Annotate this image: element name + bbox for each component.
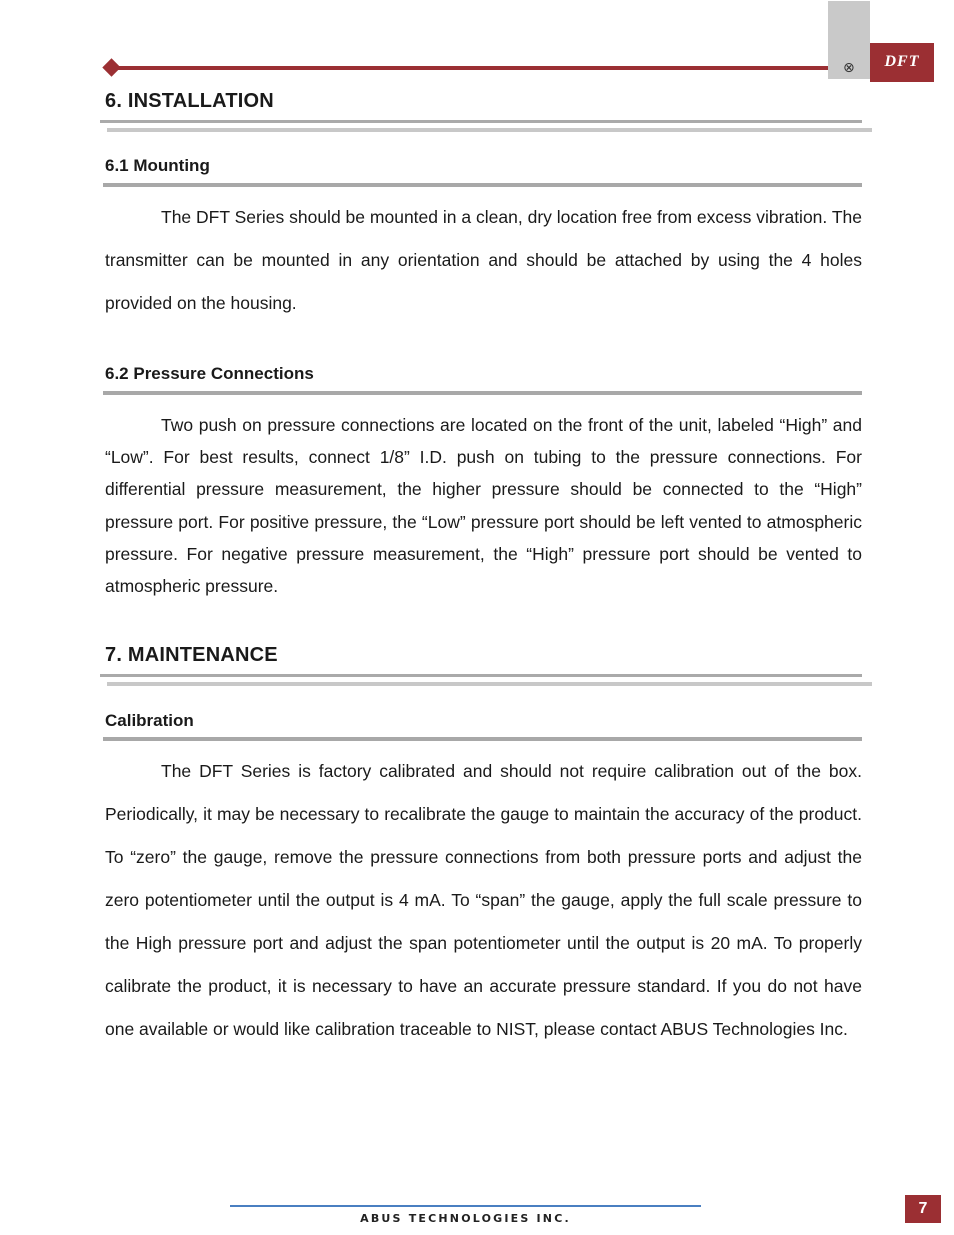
header-rule bbox=[112, 66, 828, 70]
subsection-title-calibration: Calibration bbox=[105, 711, 194, 730]
subsection-rule bbox=[103, 737, 862, 741]
footer-company: ABUS TECHNOLOGIES INC. bbox=[360, 1212, 571, 1225]
pressure-connections-paragraph: Two push on pressure connections are located on the front of the unit, labeled “High” and “Low”. For best results, connect 1/8” I.D. push on tubing to the pressure connections. For differential pressure measurement, the higher pressure should be connected to the “High” pressure port. For positive pressure, the “Low” pressure port should be left vented to atmospheric pressure. For negative pressure measurement, the “High” pressure port should be vented to atmospheric pressure. bbox=[105, 415, 862, 597]
section-title-installation: 6. INSTALLATION bbox=[105, 90, 274, 112]
footer-rule bbox=[230, 1205, 701, 1207]
subsection-rule bbox=[103, 183, 862, 187]
subsection-title-pressure-connections: 6.2 Pressure Connections bbox=[105, 364, 314, 383]
circled-times-icon: ⊗ bbox=[843, 60, 855, 76]
subsection-title-mounting: 6.1 Mounting bbox=[105, 156, 210, 175]
page-number: 7 bbox=[905, 1195, 941, 1223]
section-rule bbox=[100, 674, 862, 677]
section-rule bbox=[100, 120, 862, 123]
section-title-maintenance: 7. MAINTENANCE bbox=[105, 644, 278, 666]
mounting-paragraph: The DFT Series should be mounted in a clean, dry location free from excess vibration. The transmitter can be mounted in any orientation and should be attached by using the 4 holes provided on the housing. bbox=[105, 207, 862, 313]
section-rule-shadow bbox=[107, 128, 872, 132]
subsection-rule bbox=[103, 391, 862, 395]
product-badge bbox=[870, 43, 934, 82]
section-rule-shadow bbox=[107, 682, 872, 686]
calibration-paragraph: The DFT Series is factory calibrated and should not require calibration out of the box. Periodically, it may be necessary to recalibrate the gauge to maintain the accuracy of the product. To “zero” the gauge, remove the pressure connections from both pressure ports and adjust the zero potentiometer until the output is 4 mA. To “span” the gauge, apply the full scale pressure to the High pressure port and adjust the span potentiometer until the output is 20 mA. To properly calibrate the product, it is necessary to have an accurate pressure standard. If you do not have one available or would like calibration traceable to NIST, please contact ABUS Technologies Inc. bbox=[105, 761, 862, 1039]
product-badge-label: DFT bbox=[884, 53, 920, 70]
